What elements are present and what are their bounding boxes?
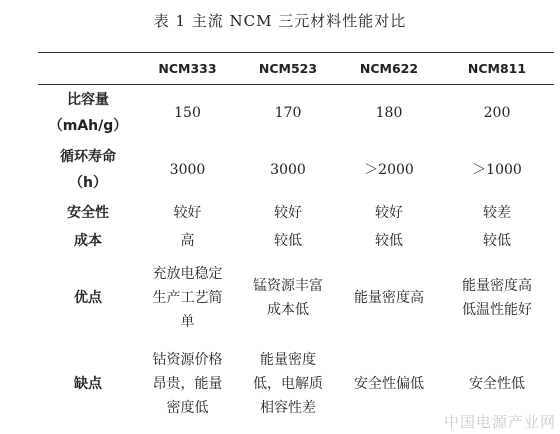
cell-capacity-ncm622: 180 xyxy=(375,105,403,121)
table-top-rule xyxy=(38,52,554,53)
table-title: 表 1 主流 NCM 三元材料性能对比 xyxy=(153,12,407,30)
cell-disadvantages-ncm523: 能量密度 低，电解质 相容性差 xyxy=(253,352,323,416)
cell-cycle-ncm333: 3000 xyxy=(169,162,206,178)
cell-advantages-ncm523: 锰资源丰富 成本低 xyxy=(253,278,323,318)
cell-cycle-ncm811: ＞1000 xyxy=(472,162,522,178)
row-label-disadvantages: 缺点 xyxy=(74,376,102,392)
cell-cost-ncm333: 高 xyxy=(180,233,195,249)
cell-capacity-ncm811: 200 xyxy=(483,105,511,121)
cell-safety-ncm333: 较好 xyxy=(173,205,202,221)
watermark: 中国电源产业网 xyxy=(443,413,556,431)
cell-cost-ncm811: 较低 xyxy=(483,233,511,249)
cell-disadvantages-ncm333: 钴资源价格 昂贵，能量 密度低 xyxy=(152,352,223,416)
cell-cycle-ncm523: 3000 xyxy=(270,162,306,178)
cell-advantages-ncm811: 能量密度高 低温性能好 xyxy=(462,278,532,318)
row-label-capacity: 比容量 （mAh/g） xyxy=(48,92,128,134)
row-label-cost: 成本 xyxy=(74,233,102,249)
cell-cycle-ncm622: ＞2000 xyxy=(364,162,414,178)
header-ncm811: NCM811 xyxy=(467,61,527,76)
header-ncm333: NCM333 xyxy=(158,61,217,76)
cell-safety-ncm622: 较好 xyxy=(375,205,403,221)
row-label-advantages: 优点 xyxy=(74,290,102,306)
cell-cost-ncm622: 较低 xyxy=(375,233,403,249)
cell-advantages-ncm622: 能量密度高 xyxy=(354,290,424,306)
cell-advantages-ncm333: 充放电稳定 生产工艺简 单 xyxy=(152,266,223,330)
cell-safety-ncm523: 较好 xyxy=(274,205,302,221)
row-label-safety: 安全性 xyxy=(67,205,109,221)
row-label-cycle-life: 循环寿命 （h） xyxy=(60,149,116,191)
cell-disadvantages-ncm811: 安全性低 xyxy=(469,376,525,392)
cell-disadvantages-ncm622: 安全性偏低 xyxy=(354,376,424,392)
cell-safety-ncm811: 较差 xyxy=(483,205,511,221)
header-ncm523: NCM523 xyxy=(258,61,318,76)
cell-capacity-ncm523: 170 xyxy=(274,105,302,121)
table-header-rule xyxy=(38,84,554,85)
cell-capacity-ncm333: 150 xyxy=(174,105,201,121)
cell-cost-ncm523: 较低 xyxy=(274,233,302,249)
header-ncm622: NCM622 xyxy=(359,61,419,76)
